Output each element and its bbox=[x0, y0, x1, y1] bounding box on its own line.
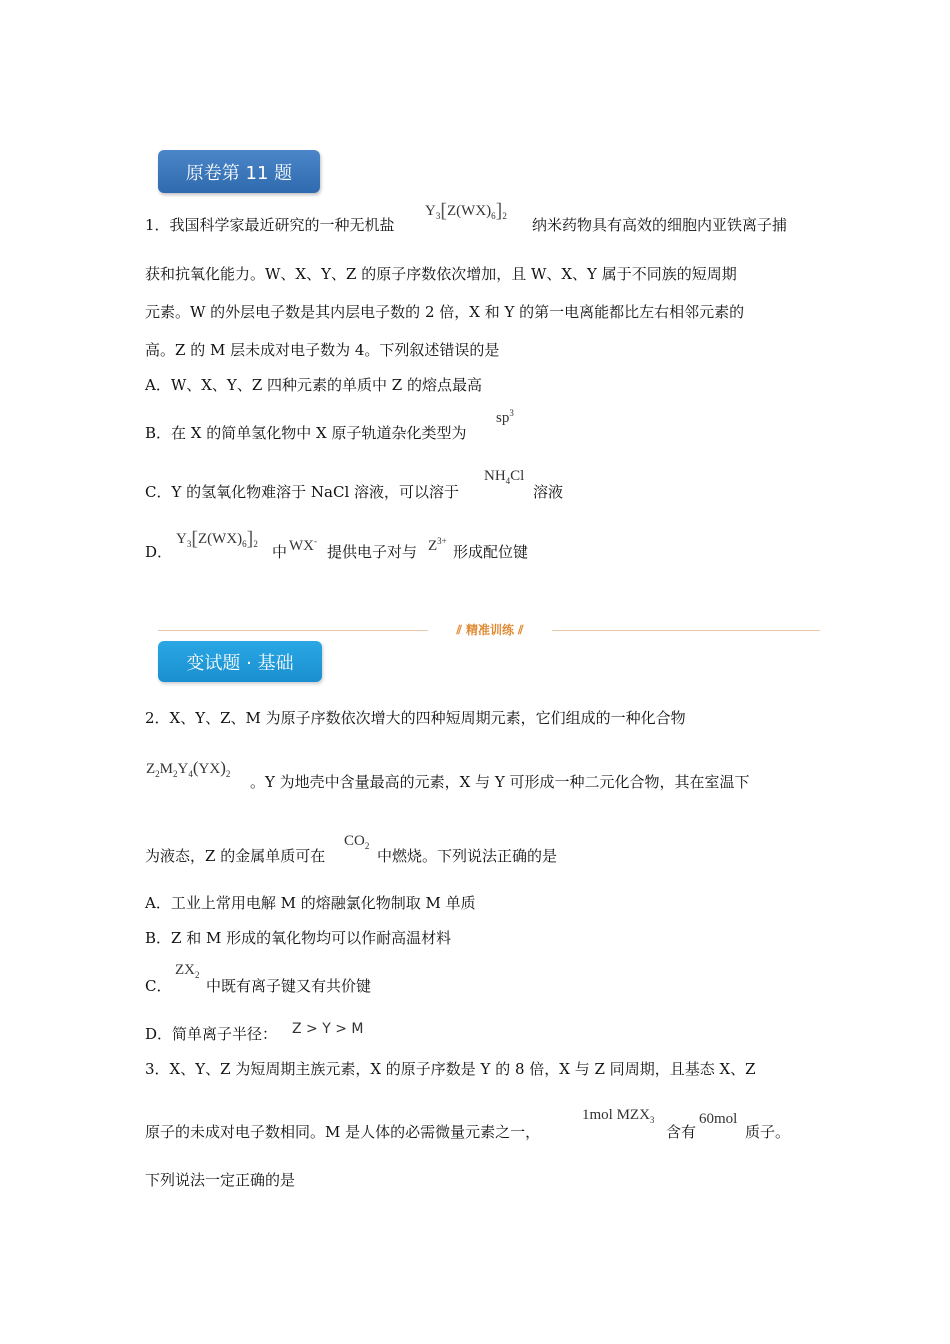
q2-line1: 2．X、Y、Z、M 为原子序数依次增大的四种短周期元素，它们组成的一种化合物 bbox=[145, 709, 686, 727]
original-question-banner bbox=[158, 150, 320, 193]
q1-line4: 高。Z 的 M 层未成对电子数为 4。下列叙述错误的是 bbox=[145, 341, 500, 359]
q1-option-d-part2: 中 bbox=[272, 543, 288, 561]
original-question-banner-label: 原卷第 11 题 bbox=[185, 162, 293, 184]
q1-option-d-part4: 形成配位键 bbox=[453, 543, 529, 561]
q2-formula-zx2: $ZX_2$ bbox=[175, 962, 200, 980]
variant-question-banner bbox=[158, 641, 322, 682]
divider-line-right bbox=[552, 630, 820, 631]
q1-formula-salt: $Y_3[Z(WX)_6]_2$ bbox=[425, 200, 507, 222]
q3-line2-part3: 质子。 bbox=[745, 1123, 791, 1141]
q1-option-c-part1: C．Y 的氢氧化物难溶于 NaCl 溶液，可以溶于 bbox=[145, 483, 460, 501]
q2-option-b: B．Z 和 M 形成的氧化物均可以作耐高温材料 bbox=[145, 929, 452, 947]
divider-label-text: 精准训练 bbox=[465, 623, 514, 637]
q1-line3: 元素。W 的外层电子数是其内层电子数的 2 倍，X 和 Y 的第一电离能都比左右相邻元素的 bbox=[145, 303, 745, 321]
q3-formula-1mol-mzx3: 1mol $MZX_3$ bbox=[582, 1107, 655, 1125]
q1-option-b: B．在 X 的简单氢化物中 X 原子轨道杂化类型为 bbox=[145, 424, 467, 442]
q2-option-c-text: 中既有离子键又有共价键 bbox=[206, 977, 372, 995]
q2-formula-compound: $Z_2M_2Y_4(YX)_2$ bbox=[146, 758, 231, 779]
q2-formula-radius-order: Z > Y > M bbox=[292, 1021, 364, 1037]
section-divider bbox=[158, 622, 820, 638]
q2-option-d-text: D．简单离子半径： bbox=[145, 1025, 278, 1043]
q1-formula-salt-d: $Y_3[Z(WX)_6]_2$ bbox=[176, 528, 258, 550]
q3-line1: 3．X、Y、Z 为短周期主族元素，X 的原子序数是 Y 的 8 倍，X 与 Z 同周期，且基态 X、Z bbox=[145, 1060, 756, 1078]
q2-line2: 。Y 为地壳中含量最高的元素，X 与 Y 可形成一种二元化合物，其在室温下 bbox=[250, 773, 750, 791]
q2-option-c-label: C． bbox=[145, 977, 172, 995]
q2-line3-part1: 为液态，Z 的金属单质可在 bbox=[145, 847, 326, 865]
q1-line2: 获和抗氧化能力。W、X、Y、Z 的原子序数依次增加，且 W、X、Y 属于不同族的短周期 bbox=[145, 265, 737, 283]
q1-formula-sp3: $sp^3$ bbox=[496, 408, 514, 426]
divider-line-left bbox=[158, 630, 428, 631]
q2-option-a: A．工业上常用电解 M 的熔融氯化物制取 M 单质 bbox=[145, 894, 476, 912]
q2-line3-part2: 中燃烧。下列说法正确的是 bbox=[377, 847, 558, 865]
divider-label: ⫽ 精准训练 ⫽ bbox=[456, 623, 524, 637]
q2-formula-co2: $CO_2$ bbox=[344, 833, 370, 851]
q1-option-d-part3: 提供电子对与 bbox=[327, 543, 418, 561]
q1-formula-nh4cl: $NH_4Cl$ bbox=[484, 468, 525, 486]
q3-line2-part1: 原子的未成对电子数相同。M 是人体的必需微量元素之一， bbox=[145, 1123, 541, 1141]
q3-line3: 下列说法一定正确的是 bbox=[145, 1171, 296, 1189]
q1-option-d-label: D． bbox=[145, 543, 173, 561]
q1-formula-wx-ion: WX- bbox=[289, 536, 317, 554]
q1-option-a: A．W、X、Y、Z 四种元素的单质中 Z 的熔点最高 bbox=[145, 376, 482, 394]
variant-question-banner-label: 变试题 · 基础 bbox=[186, 652, 294, 674]
q1-formula-z3plus: $Z^{3+}$ bbox=[428, 536, 447, 554]
q1-line1-part2: 纳米药物具有高效的细胞内亚铁离子捕 bbox=[532, 216, 788, 234]
q1-line1-part1: 1．我国科学家最近研究的一种无机盐 bbox=[145, 216, 395, 234]
q3-formula-60mol: 60mol bbox=[699, 1111, 738, 1127]
q3-line2-part2: 含有 bbox=[666, 1123, 697, 1141]
q1-option-c-part2: 溶液 bbox=[533, 483, 564, 501]
